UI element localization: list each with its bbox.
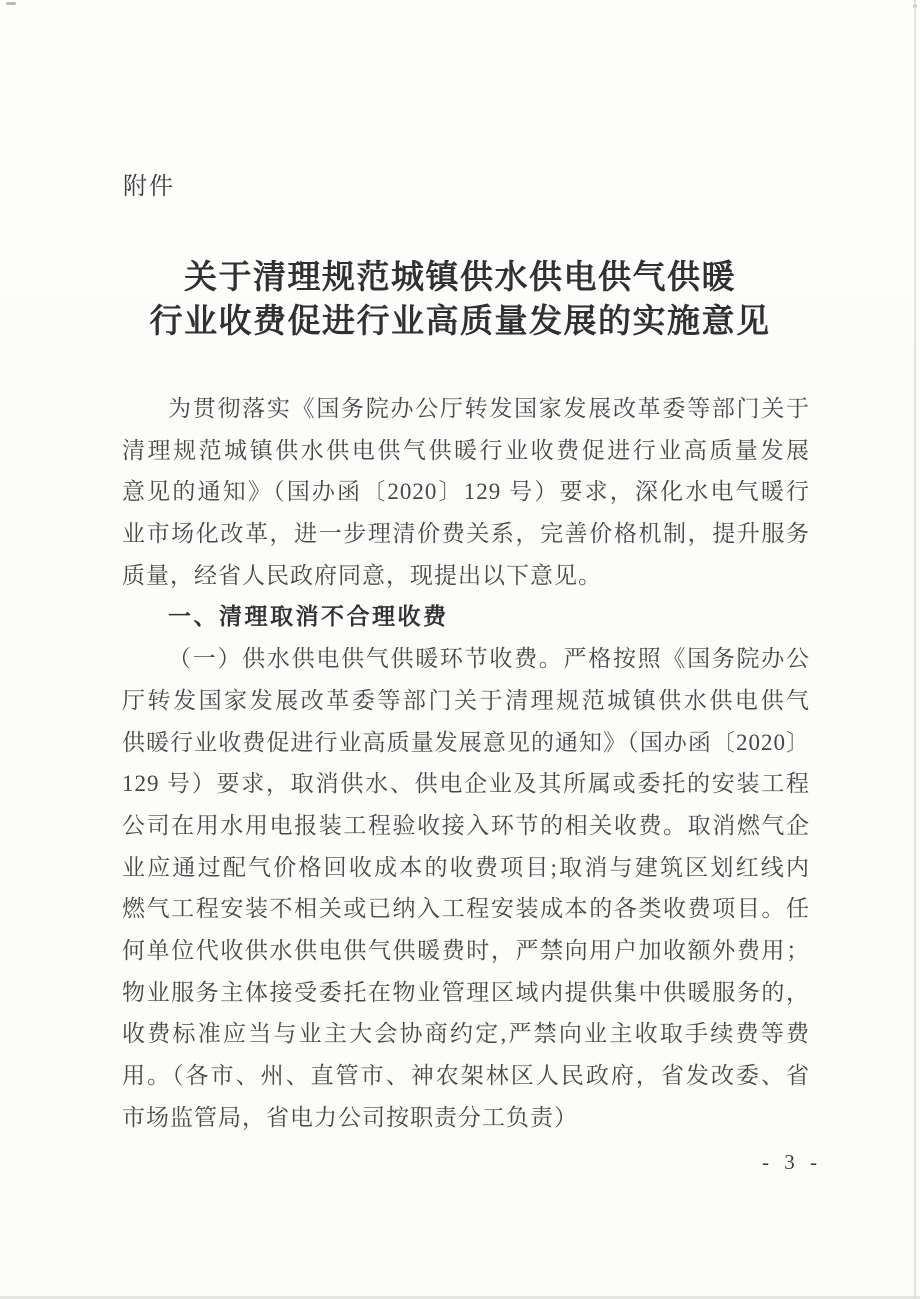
text-line: 燃气工程安装不相关或已纳入工程安装成本的各类收费项目。任 bbox=[122, 896, 810, 922]
text-line: 129 号）要求，取消供水、供电企业及其所属或委托的安装工程 bbox=[122, 771, 810, 797]
text-line: 用。（各市、州、直管市、神农架林区人民政府，省发改委、省 bbox=[122, 1063, 810, 1088]
text-line: 物业服务主体接受委托在物业管理区域内提供集中供暖服务的， bbox=[122, 979, 810, 1005]
text-line: 意见的通知》（国办函〔2020〕129 号）要求，深化水电气暖行 bbox=[122, 479, 810, 505]
text-line: 为贯彻落实《国务院办公厅转发国家发展改革委等部门关于 bbox=[168, 396, 810, 421]
text-line: 供暖行业收费促进行业高质量发展意见的通知》（国办函〔2020〕 bbox=[122, 729, 810, 755]
scan-edge bbox=[914, 0, 916, 1299]
text-line: （一）供水供电供气供暖环节收费。严格按照《国务院办公 bbox=[168, 646, 810, 672]
text-line: 公司在用水用电报装工程验收接入环节的相关收费。取消燃气企 bbox=[122, 812, 810, 838]
title-line-2: 行业收费促进行业高质量发展的实施意见 bbox=[149, 304, 771, 340]
title-line-1: 关于清理规范城镇供水供电供气供暖 bbox=[184, 260, 736, 296]
document-title bbox=[0, 256, 920, 344]
body-text bbox=[122, 388, 810, 1138]
scan-artifact bbox=[6, 2, 16, 5]
text-line: 厅转发国家发展改革委等部门关于清理规范城镇供水供电供气 bbox=[122, 687, 810, 713]
text-line: 业市场化改革，进一步理清价费关系，完善价格机制，提升服务 bbox=[122, 521, 810, 547]
text-line: 收费标准应当与业主大会协商约定,严禁向业主收取手续费等费 bbox=[122, 1021, 810, 1047]
text-line: 质量，经省人民政府同意，现提出以下意见。 bbox=[122, 562, 602, 588]
text-line: 清理规范城镇供水供电供气供暖行业收费促进行业高质量发展 bbox=[122, 437, 810, 463]
page-number: - 3 - bbox=[762, 1150, 822, 1174]
text-line: 何单位代收供水供电供气供暖费时，严禁向用户加收额外费用； bbox=[122, 937, 810, 963]
attachment-label: 附件 bbox=[123, 174, 175, 200]
text-line: 业应通过配气价格回收成本的收费项目;取消与建筑区划红线内 bbox=[122, 854, 810, 880]
text-line: 市场监管局，省电力公司按职责分工负责） bbox=[122, 1104, 578, 1130]
text-line: 一、清理取消不合理收费 bbox=[168, 604, 449, 630]
